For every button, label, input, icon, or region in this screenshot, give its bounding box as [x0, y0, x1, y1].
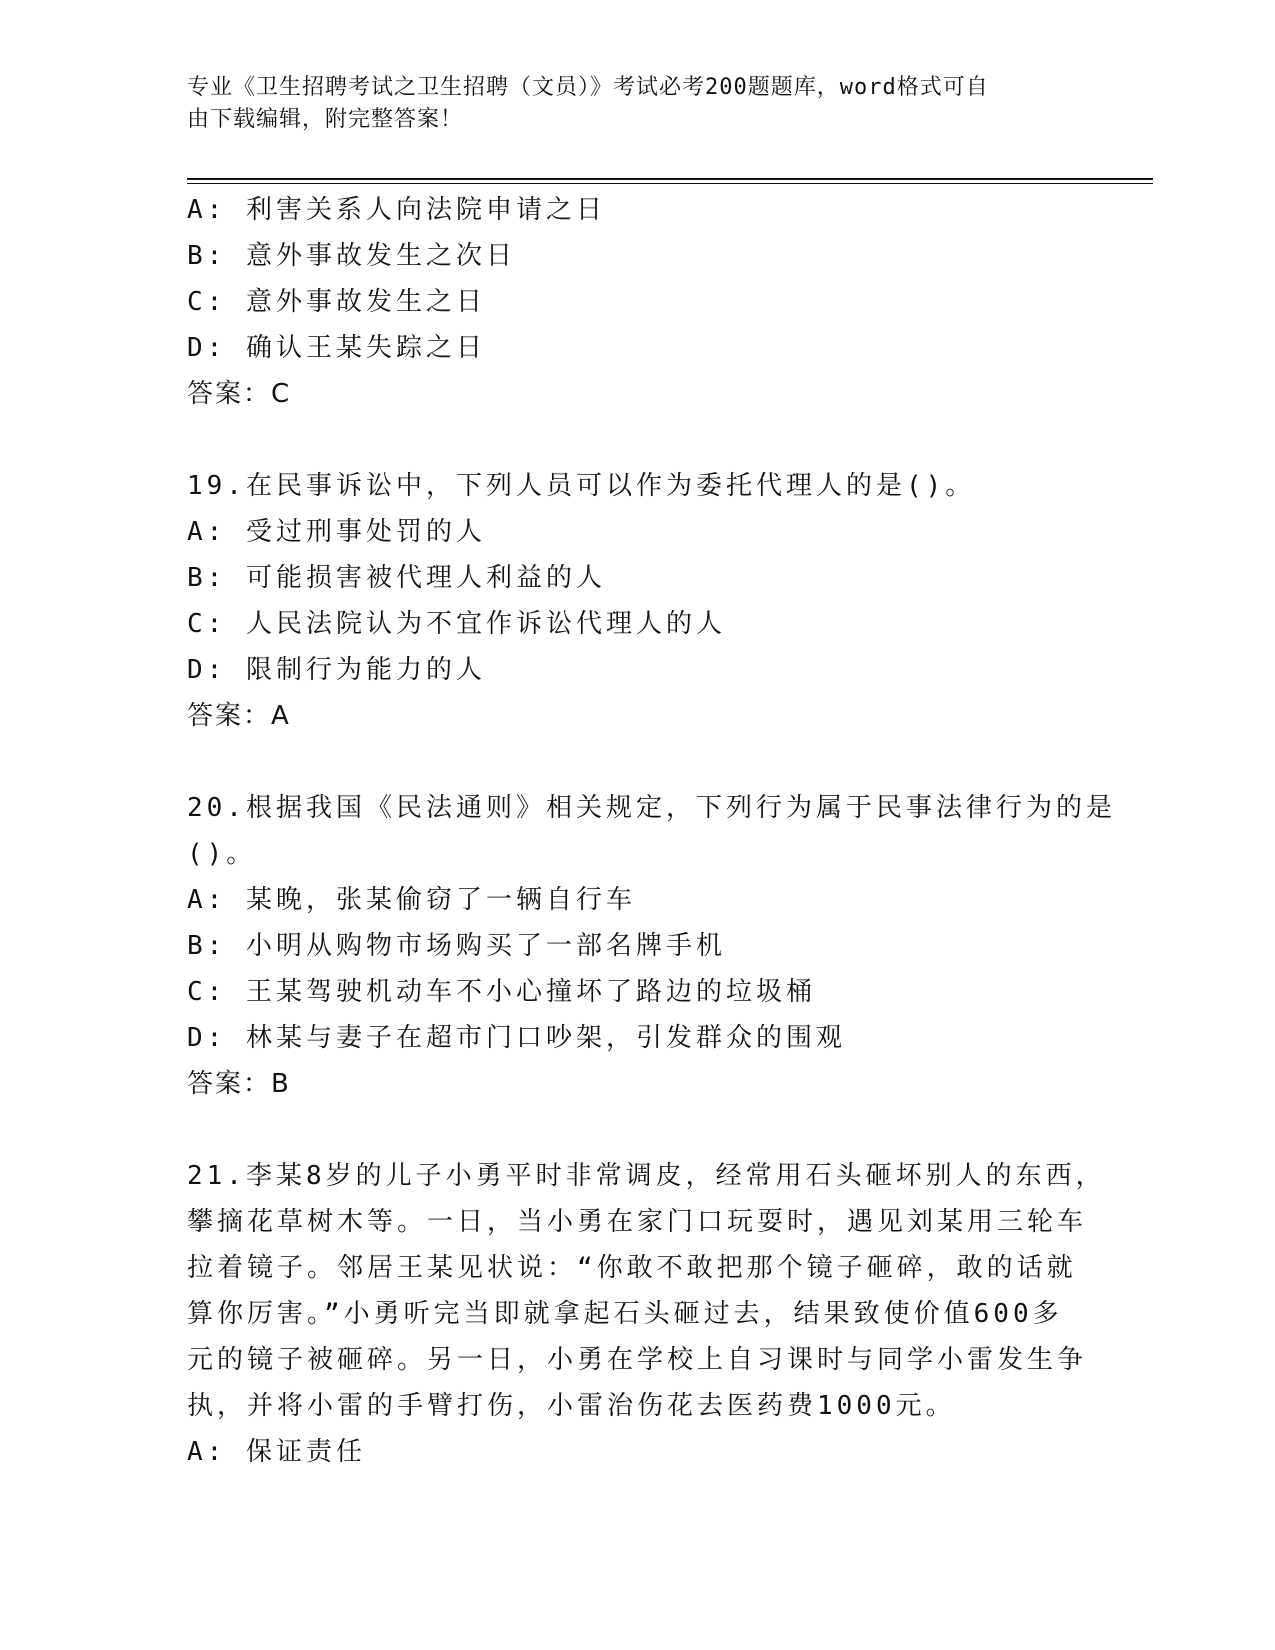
document-header — [187, 72, 1087, 136]
header-rule-thick — [187, 178, 1153, 180]
question-19 — [187, 463, 1087, 739]
header-line-2: 由下载编辑，附完整答案！ — [187, 107, 464, 132]
question-21 — [187, 1153, 1106, 1475]
question-text: 19.在民事诉讼中，下列人员可以作为委托代理人的是()。 — [187, 471, 976, 501]
answer-line: 答案：A — [187, 701, 291, 731]
option-a: A: 受过刑事处罚的人 — [187, 517, 486, 547]
question-text-line-5: 元的镜子被砸碎。另一日，小勇在学校上自习课时与同学小雷发生争 — [187, 1345, 1088, 1375]
option-a: A: 保证责任 — [187, 1437, 366, 1467]
question-text-line-1: 20.根据我国《民法通则》相关规定，下列行为属于民事法律行为的是 — [187, 793, 1116, 823]
question-20 — [187, 785, 1116, 1107]
question-18-options — [187, 187, 1087, 417]
spacer — [187, 417, 1087, 463]
option-d: D: 确认王某失踪之日 — [187, 333, 486, 363]
option-a: A: 利害关系人向法院申请之日 — [187, 195, 606, 225]
answer-line: 答案：C — [187, 379, 292, 409]
option-c: C: 人民法院认为不宜作诉讼代理人的人 — [187, 609, 726, 639]
option-c: C: 王某驾驶机动车不小心撞坏了路边的垃圾桶 — [187, 977, 816, 1007]
option-d: D: 林某与妻子在超市门口吵架，引发群众的围观 — [187, 1023, 846, 1053]
option-b: B: 小明从购物市场购买了一部名牌手机 — [187, 931, 726, 961]
option-a: A: 某晚，张某偷窃了一辆自行车 — [187, 885, 636, 915]
question-text-line-6: 执，并将小雷的手臂打伤，小雷治伤花去医药费1000元。 — [187, 1391, 956, 1421]
spacer — [187, 1107, 1087, 1153]
header-rule-thin — [187, 183, 1153, 184]
option-b: B: 可能损害被代理人利益的人 — [187, 563, 606, 593]
document-body — [187, 187, 1116, 1475]
answer-line: 答案：B — [187, 1069, 291, 1099]
option-d: D: 限制行为能力的人 — [187, 655, 486, 685]
spacer — [187, 739, 1087, 785]
option-b: B: 意外事故发生之次日 — [187, 241, 516, 271]
option-c: C: 意外事故发生之日 — [187, 287, 486, 317]
question-text-line-2: ()。 — [187, 839, 257, 869]
question-text-line-4: 算你厉害。”小勇听完当即就拿起石头砸过去，结果致使价值600多 — [187, 1299, 1063, 1329]
question-text-line-1: 21.李某8岁的儿子小勇平时非常调皮，经常用石头砸坏别人的东西， — [187, 1161, 1106, 1191]
question-text-line-2: 攀摘花草树木等。一日，当小勇在家门口玩耍时，遇见刘某用三轮车 — [187, 1207, 1088, 1237]
question-text-line-3: 拉着镜子。邻居王某见状说：“你敢不敢把那个镜子砸碎，敢的话就 — [187, 1253, 1077, 1283]
header-line-1: 专业《卫生招聘考试之卫生招聘（文员）》考试必考200题题库，word格式可自 — [187, 75, 989, 100]
